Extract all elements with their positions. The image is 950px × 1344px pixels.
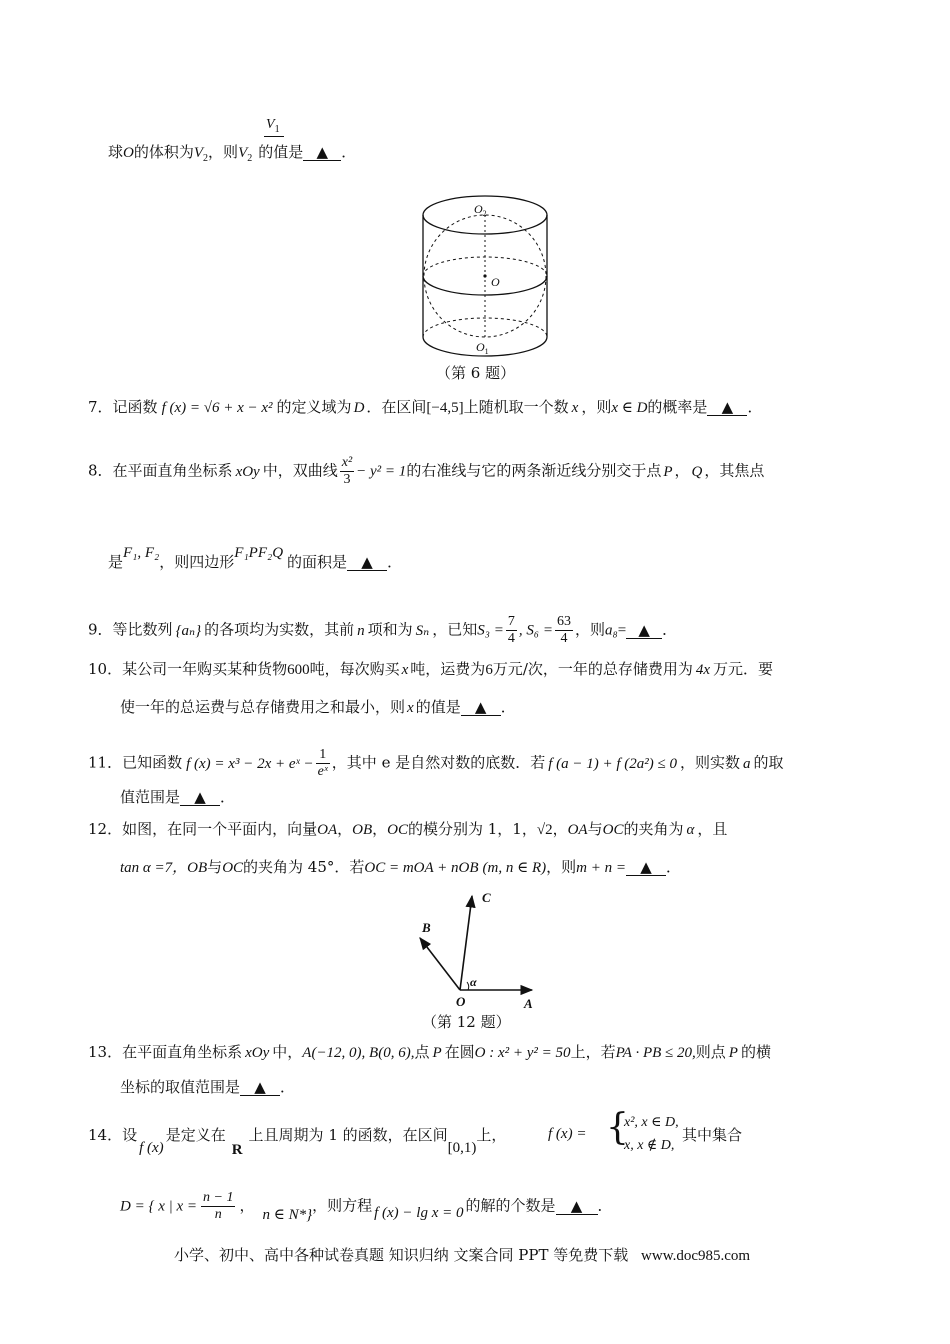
q6-fraction-bar — [264, 136, 284, 137]
q10-line-1: 10．某公司一年购买某种货物600吨，每次购买 x 吨，运费为6万元/次，一年的总存储费用为 4x 万元．要 — [88, 660, 774, 678]
label-O: O — [456, 994, 466, 1009]
q12-answer-blank[interactable]: ▲ — [626, 860, 666, 876]
q7-line: 7．记函数 f (x) = √6 + x − x² 的定义域为 D ．在区间[−4,5]上随机取一个数 x ，则x ∈ D的概率是 ▲ ． — [88, 398, 763, 416]
q6-answer-blank[interactable]: ▲ — [303, 145, 341, 161]
q10-answer-blank[interactable]: ▲ — [461, 700, 501, 716]
q11-answer-blank[interactable]: ▲ — [180, 790, 220, 806]
label-O: O — [491, 275, 500, 289]
label-B: B — [422, 920, 431, 935]
q14-answer-blank[interactable]: ▲ — [556, 1199, 598, 1215]
q14-line-2: D = { x | x = $\frac{n - 1}{n}$ ， n ∈ N*}，则方程 f (x) − lg x = 0 的解的个数是 ▲ ． — [120, 1190, 613, 1223]
figure-6-caption: （第 6 题） — [436, 364, 516, 382]
angle-arc — [467, 982, 469, 990]
q6-fraction-top: $V_1$ — [266, 117, 280, 135]
q11-line-2: 值范围是 ▲ ． — [120, 788, 236, 806]
q8-line-2: 是F₁, F₂，则四边形F₁PF₂Q 的面积是 ▲ ． — [108, 545, 403, 571]
vector-OB — [420, 938, 460, 990]
figure-6-cylinder — [410, 193, 560, 363]
q14-case-2: x, x ∉ D, — [624, 1138, 675, 1153]
footer — [174, 1248, 750, 1264]
q12-line-1: 12．如图，在同一个平面内，向量OA，OB，OC的模分别为 1，1，√2，OA与OC的夹角为 α ，且 — [88, 820, 728, 838]
q11-line-1: 11．已知函数 f (x) = x³ − 2x + eˣ − $\frac{1}{\text{eˣ}}$ ，其中 e 是自然对数的底数．若 f (a − 1) + f (2a²) ≤ 0 ，则实数 a 的取 — [88, 747, 784, 780]
center-dot — [483, 274, 486, 277]
q13-line-1: 13．在平面直角坐标系 xOy 中，A(−12, 0), B(0, 6),点 P 在圆O : x² + y² = 50上，若PA · PB ≤ 20,则点 P 的横 — [88, 1043, 771, 1061]
q6-line: 球O的体积为$V_2$，则$V_2$ 的值是 ▲ ． — [108, 143, 357, 164]
q9-line: 9．等比数列 {aₙ} 的各项均为实数，其前 n 项和为 Sₙ ，已知S₃ = $\frac{7}{4}$ , S₆ = $\frac{63}{4}$ ，则a₈= ▲ ． — [88, 614, 678, 647]
q14-tail-1: 其中集合 — [682, 1126, 743, 1144]
q14-case-1: x², x ∈ D, — [624, 1115, 679, 1130]
footer-text: 小学、初中、高中各种试卷真题 知识归纳 文案合同 PPT 等免费下载 — [174, 1246, 629, 1264]
q8-answer-blank[interactable]: ▲ — [347, 555, 387, 571]
label-alpha: α — [470, 975, 477, 989]
figure-12-vectors — [400, 880, 550, 1010]
q8-line-1: 8．在平面直角坐标系 xOy 中，双曲线 $\frac{\text{x²}}{3}$ − y² = 1的右准线与它的两条渐近线分别交于点 P ， Q ，其焦点 — [88, 455, 765, 488]
footer-link[interactable]: www.doc985.com — [641, 1248, 751, 1264]
q14-brace: { — [606, 1107, 629, 1148]
label-O2: $O_2$ — [474, 202, 487, 218]
q13-line-2: 坐标的取值范围是 ▲ ． — [120, 1078, 296, 1096]
q13-answer-blank[interactable]: ▲ — [240, 1080, 280, 1096]
label-A: A — [524, 996, 533, 1010]
q7-answer-blank[interactable]: ▲ — [707, 400, 747, 416]
label-C: C — [482, 890, 491, 905]
q9-answer-blank[interactable]: ▲ — [626, 623, 662, 639]
q14-piecewise: f (x) = — [548, 1126, 587, 1142]
q8-fraction: $\frac{\text{x²}}{3}$ — [341, 455, 353, 488]
figure-12-caption: （第 12 题） — [422, 1013, 511, 1031]
q12-line-2: tan α =7，OB与OC的夹角为 45°．若OC = mOA + nOB (m, n ∈ R)，则m + n = ▲ ． — [120, 858, 681, 876]
label-O1: $O_1$ — [476, 340, 489, 356]
q6-frac-num: V — [266, 117, 275, 132]
q10-line-2: 使一年的总运费与总存储费用之和最小，则 x 的值是 ▲ ． — [120, 698, 516, 716]
q14-line-1: 14．设f (x)是定义在R上且周期为 1 的函数，在区间[0,1)上， — [88, 1126, 507, 1158]
